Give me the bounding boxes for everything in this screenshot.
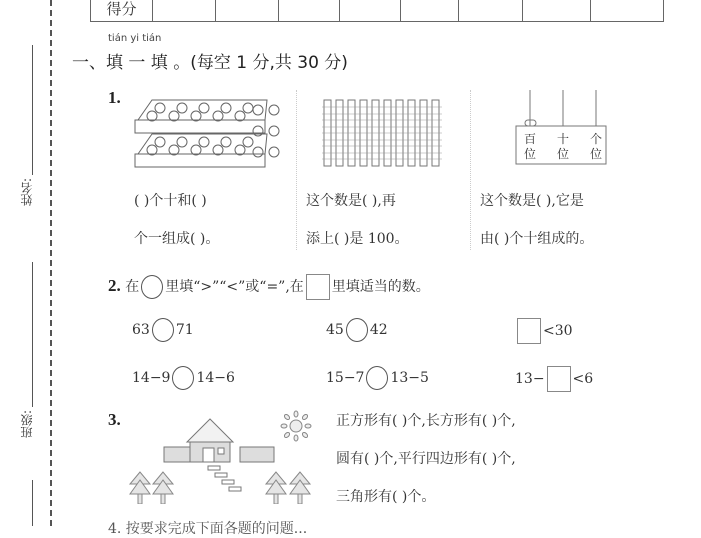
q1-divider	[470, 90, 471, 250]
score-cell	[459, 0, 523, 22]
score-cell	[216, 0, 279, 22]
binding-dashed-line	[50, 0, 52, 526]
q2-item: 45 42	[326, 318, 388, 342]
score-cell	[153, 0, 216, 22]
q1a-line2: 个一组成( )。	[134, 231, 220, 247]
q1a-line1: ( )个十和( )	[134, 193, 207, 209]
score-cell	[591, 0, 664, 22]
q1c-line1: 这个数是( ),它是	[480, 193, 584, 209]
circle-icon	[141, 275, 163, 299]
compare-circle[interactable]	[366, 366, 388, 390]
score-label: 得分	[91, 0, 153, 22]
q1-number: 1.	[108, 88, 121, 107]
compare-circle[interactable]	[346, 318, 368, 342]
sun-icon	[280, 410, 312, 442]
class-label: 班级:	[20, 410, 34, 439]
q2-number: 2.	[108, 276, 121, 295]
q1b-line2: 添上( )是 100。	[306, 231, 409, 247]
q3-line1: 正方形有( )个,长方形有( )个,	[336, 413, 516, 429]
q3-line3: 三角形有( )个。	[336, 489, 436, 505]
q3-number: 3.	[108, 410, 121, 429]
q2-instruction: 2. 在 里填“>”“<”或“=”,在 里填适当的数。	[108, 274, 430, 300]
compare-circle[interactable]	[152, 318, 174, 342]
section-pinyin: tián yi tián	[108, 33, 162, 44]
school-underline[interactable]	[32, 480, 33, 526]
answer-square[interactable]	[517, 318, 541, 344]
svg-text:位: 位	[523, 147, 537, 161]
svg-text:位: 位	[589, 147, 603, 161]
q1b-line1: 这个数是( ),再	[306, 193, 396, 209]
svg-text:十: 十	[556, 132, 570, 146]
q2-item: 14−9 14−6	[132, 366, 235, 390]
q2-item: 13− <6	[515, 366, 593, 392]
q2-item: 63 71	[132, 318, 194, 342]
q3-line2: 圆有( )个,平行四边形有( )个,	[336, 451, 516, 467]
compare-circle[interactable]	[172, 366, 194, 390]
ten-rods-icon	[322, 98, 452, 168]
section-title: 一、填 一 填 。(每空 1 分,共 30 分)	[72, 53, 348, 73]
q1c-line2: 由( )个十组成的。	[480, 231, 594, 247]
q1-divider	[296, 90, 297, 250]
name-label: 姓名:	[20, 178, 34, 207]
score-cell	[401, 0, 459, 22]
answer-square[interactable]	[547, 366, 571, 392]
score-cell	[279, 0, 340, 22]
q2-item: 15−7 13−5	[326, 366, 429, 390]
svg-text:个: 个	[589, 132, 603, 146]
svg-text:百: 百	[523, 132, 537, 146]
class-underline[interactable]	[32, 262, 33, 407]
score-cell	[340, 0, 401, 22]
abacus-icon	[510, 90, 610, 170]
square-box-icon	[306, 274, 330, 300]
score-table	[90, 0, 664, 22]
q2-item: <30	[515, 318, 573, 344]
name-underline[interactable]	[32, 45, 33, 175]
score-cell	[523, 0, 591, 22]
svg-text:位: 位	[556, 147, 570, 161]
q4-partial: 4. 按要求完成下面各题的问题...	[108, 521, 308, 537]
cupcake-trays-icon	[130, 98, 300, 170]
